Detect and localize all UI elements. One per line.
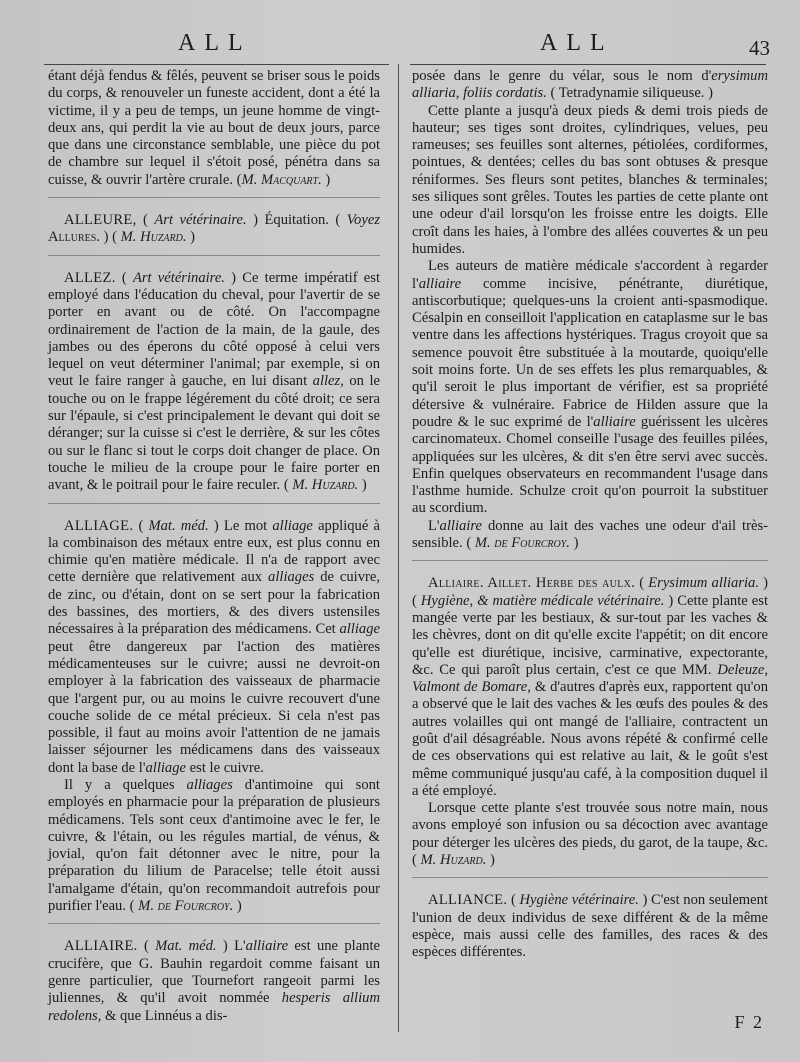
category: Hygiène vétérinaire. (519, 892, 639, 909)
header-rule-left (44, 64, 389, 65)
signature: M. Huzard. (292, 477, 359, 494)
header-rule-right (410, 64, 766, 65)
page-number: 43 (749, 36, 770, 60)
right-column (412, 68, 768, 962)
headword: ALLEZ. (64, 269, 116, 286)
signature: M. Macquart. (241, 171, 322, 188)
entry-separator (412, 877, 768, 878)
milk-paragraph: L'alliaire donne au lait des vaches une odeur d'ail très-sensible. ( M. de Fourcroy. ) (412, 517, 768, 552)
entry-separator (412, 560, 768, 561)
headword: Alliaire. Aillet. Herbe des aulx. (428, 575, 636, 592)
entry-separator (48, 923, 380, 924)
catchword: F 2 (734, 1012, 764, 1032)
category: Art vétérinaire. (154, 212, 247, 229)
running-head-left: ALL (178, 30, 252, 56)
continued-paragraph: étant déjà fendus & fêlés, peuvent se briser sous le poids du corps, & renouveler un funeste accident, dont a été la victime, il y a peu de temps, un jeune homme de vingt-deux ans, qui perdit la vie au bout de deux jours, parce que dans une circonstance semblable, une pièce du pot de chambre sur lequel il s'étoit posé, pénétra dans sa cuisse, & ouvrir l'artère crurale. (M. Macquart. ) (48, 68, 380, 188)
entry-separator (48, 503, 380, 504)
signature: M. de Fourcroy. (474, 535, 570, 552)
entry-allez: ALLEZ. ( Art vétérinaire. ) Ce terme impératif est employé dans l'éducation du cheval, pour l'avertir de se porter en avant ou de côté. On l'accompagne ordinairement de l'action de la main, de la gaule, des jambes ou des éperons du côté opposé à celui vers lequel on veut déterminer l'animal; par exemple, si on veut le faire ranger à gauche, en lui disant allez, on le touche ou on le frappe légérement du côté droit; ce sera sur l'épaule, si c'est principalement le devant qui doit se déranger; sur la cuisse si c'est le derrière, & sur les côtes ou sur le flanc si tout le corps doit changer de place. On touche le milieu de la croupe pour le faire porter en avant, & le poitrail pour le faire reculer. ( M. Huzard. ) (48, 269, 380, 494)
headword: ALLIAIRE. (64, 938, 138, 955)
entry-alliage: ALLIAGE. ( Mat. méd. ) Le mot alliage appliqué à la combinaison des métaux entre eux, est plus connu en chimie qu'en matière médicale. Il n'a de rapport avec cette dernière que relativement aux alliages de cuivre, de zinc, ou d'étain, dont on se sert pour la fabrication des bassines, des mortiers, & des divers ustensiles nécessaires à la préparation des médicamens. Cet alliage peut être dangereux par l'action des matières médicamenteuses sur le cuivre; aussi ne devroit-on employer à la fabrication des vaisseaux de pharmacie que l'argent pur, ou au moins le cuivre recouvert d'une couche solide de ce métal précieux. Si cela n'est pas possible, il faut au moins avoir l'attention de ne jamais laisser séjourner les médicamens dans des vaisseaux dont la base de l'alliage est le cuivre. (48, 517, 380, 776)
authors-paragraph: Les auteurs de matière médicale s'accordent à regarder l'alliaire comme incisive, pénétrante, diurétique, antiscorbutique; quelques-uns la croient anti-spasmodique. Césalpin en conseilloit l'application en cataplasme sur le bas ventre dans les affections hystériques. Tragus croyoit que sa semence pouvoit être substituée à la moutarde, quoiqu'elle soit moins forte. Un de ses effets les plus remarquables, & qu'il seroit le plus important de vérifier, est sa propriété détersive & vulnéraire. Fabrice de Hilden assure que la poudre & le suc exprimé de l'alliaire guérissent les ulcères carcinomateux. Chomel conseille l'usage des feuilles pilées, appliquées sur les ulcères, & dit s'en être servi avec succès. Enfin quelques observateurs en recommandent l'usage dans l'asthme humide. Schulze croit qu'on pourroit la substituer au scordium. (412, 258, 768, 517)
entry-separator (48, 255, 380, 256)
category: Art vétérinaire. (132, 269, 225, 286)
signature: M. de Fourcroy. (138, 898, 234, 915)
entry-separator (48, 197, 380, 198)
continued-paragraph: posée dans le genre du vélar, sous le nom d'erysimum alliaria, foliis cordatis. ( Tetradynamie siliqueuse. ) (412, 68, 768, 102)
entry-alleure: ALLEURE, ( Art vétérinaire. ) Équitation. ( Voyez Allures. ) ( M. Huzard. ) (48, 212, 380, 246)
signature: M. Huzard. (420, 852, 487, 869)
entry-alliance: ALLIANCE. ( Hygiène vétérinaire. ) C'est non seulement l'union de deux individus de sexe différent & de la même espèce, mais aussi celle des familles, des races & des espèces différentes. (412, 892, 768, 961)
running-head-right: ALL (540, 30, 614, 56)
headword: ALLIANCE. (428, 892, 508, 909)
description-paragraph: Cette plante a jusqu'à deux pieds & demi trois pieds de hauteur; ses tiges sont droites, cylindriques, velues, peu rameuses; ses feuilles sont alternes, pétiolées, cordiformes, pointues, & dentées; celles du bas sont obtuses & presque réniformes. Ses fleurs sont petites, blanches & terminales; ses siliques sont grêles. Toutes les parties de cette plante ont une odeur d'ail lorsqu'on les froisse entre les doigts. Elle croît dans les haies, à l'ombre des allées couvertes & un peu humides. (412, 102, 768, 257)
entry-alliaire-veterinaire-para2: Lorsque cette plante s'est trouvée sous notre main, nous avons employé son infusion ou sa décoction avec avantage pour déterger les ulcères des pieds, du garot, de la taupe, &c. ( M. Huzard. ) (412, 800, 768, 869)
headword: ALLEURE, (64, 212, 137, 229)
category: Hygiène, & matière médicale vétérinaire. (420, 592, 665, 609)
signature: M. Huzard. (120, 229, 187, 246)
category: Mat. méd. (155, 938, 217, 955)
category: Mat. méd. (148, 517, 209, 534)
column-divider (398, 64, 399, 1032)
entry-alliage-para2: Il y a quelques alliages d'antimoine qui sont employés en pharmacie pour la préparation de plusieurs médicamens. Tels sont ceux d'antimoine avec le fer, le cuivre, & l'étain, ou les régules martial, de vénus, & jovial, qu'on fait détonner avec le nitre, pour la préparation du lilium de Paracelse; telle étoit aussi l'amalgame d'étain, qu'on recommandoit autrefois pour purifier l'eau. ( M. de Fourcroy. ) (48, 776, 380, 915)
entry-alliaire: ALLIAIRE. ( Mat. méd. ) L'alliaire est une plante crucifère, que G. Bauhin regardoit comme faisant un genre particulier, que Tournefort rangeoit parmi les juliennes, & qu'il avoit nommée hesperis allium redolens, & que Linnéus a dis- (48, 938, 381, 1024)
left-column (48, 68, 380, 1025)
entry-alliaire-veterinaire: Alliaire. Aillet. Herbe des aulx. ( Erysimum alliaria. ) ( Hygiène, & matière médicale vétérinaire. ) Cette plante est mangée verte par les bestiaux, & sur-tout par les vaches & les chèvres, dont on dit qu'elle excite l'appétit; on dit encore qu'elle est diurétique, incisive, carminative, expectorante, &c. Ce qui paroît plus certain, c'est ce que MM. Deleuze, Valmont de Bomare, & d'autres d'après eux, rapportent qu'on a observé que le lait des vaches & les œufs des poules & des autres volailles qui ont mangé de l'alliaire, contractent un goût d'ail désagréable. Nous avons répété & confirmé celle de ces observations qui est relative au lait, & le goût s'est même communiqué jusqu'au café, à la composition duquel il a été employé. (412, 575, 768, 799)
headword: ALLIAGE. (64, 517, 134, 534)
